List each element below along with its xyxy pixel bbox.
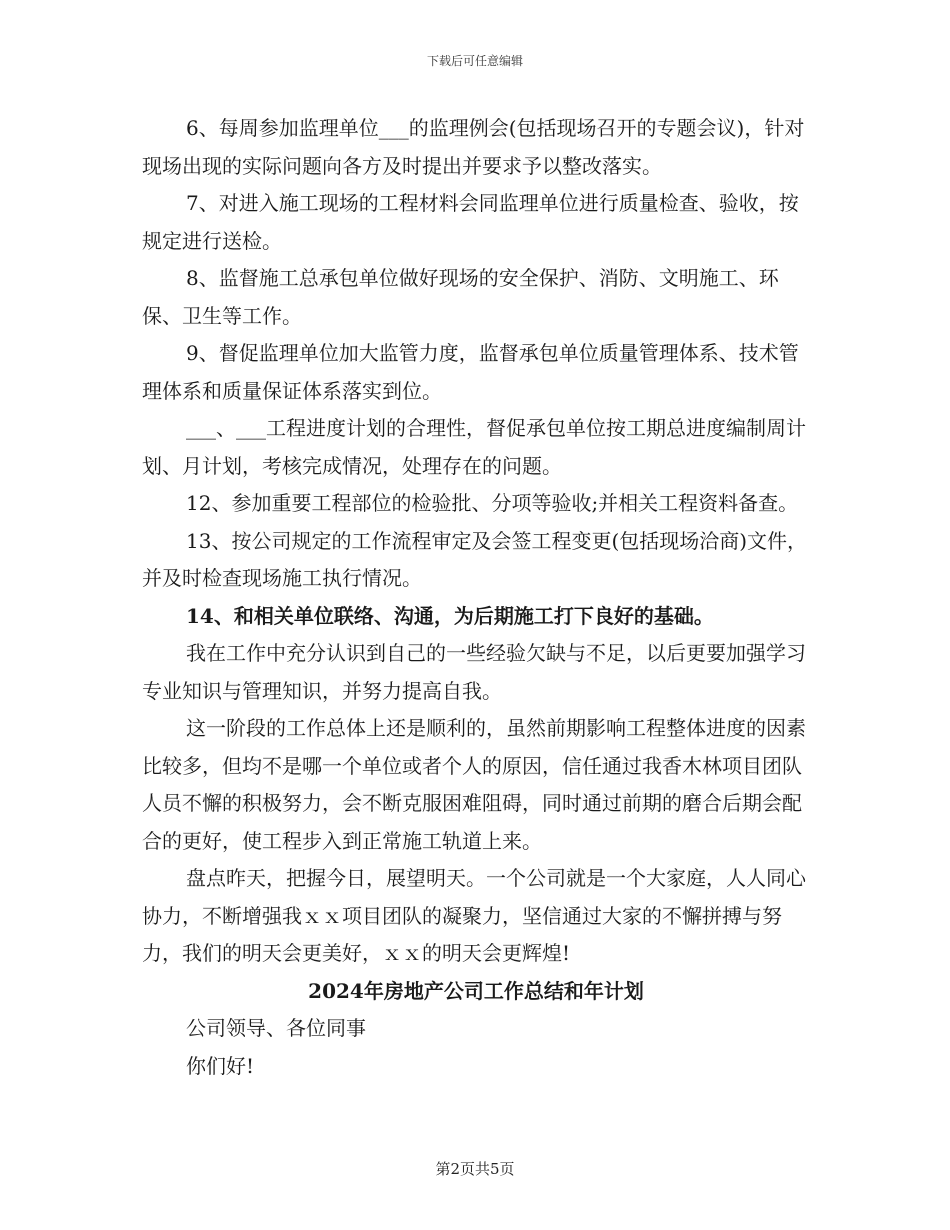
section-title: 2024年房地产公司工作总结和年计划 <box>308 978 644 1003</box>
paragraph-item-9: 9、督促监理单位加大监管力度，监督承包单位质量管理体系、技术管理体系和质量保证体系落实到位。 <box>142 341 799 403</box>
page-header: 下载后可任意编辑 <box>426 54 523 68</box>
greeting-line: 你们好! <box>186 1053 255 1078</box>
paragraph-summary: 这一阶段的工作总体上还是顺利的，虽然前期影响工程整体进度的因素比较多，但均不是哪一个单位或者个人的原因，信任通过我香木林项目团队人员不懈的积极努力，会不断克服困难阻碍，同时通过前期的磨合后期会配合的更好，使工程步入到正常施工轨道上来。 <box>142 716 806 853</box>
greeting-line: 公司领导、各位同事 <box>186 1016 366 1040</box>
document-body <box>142 110 810 1085</box>
paragraph-closing: 盘点昨天，把握今日，展望明天。一个公司就是一个大家庭，人人同心协力，不断增强我ｘｘ项目团队的凝聚力，坚信通过大家的不懈拼搏与努力，我们的明天会更美好，ｘｘ的明天会更辉煌! <box>142 866 806 965</box>
paragraph-reflection: 我在工作中充分认识到自己的一些经验欠缺与不足，以后更要加强学习专业知识与管理知识，并努力提高自我。 <box>142 641 806 703</box>
paragraph-item-blank: ___、___工程进度计划的合理性，督促承包单位按工期总进度编制周计划、月计划，考核完成情况，处理存在的问题。 <box>142 416 806 478</box>
paragraph-item-14: 14、和相关单位联络、沟通，为后期施工打下良好的基础。 <box>186 603 714 628</box>
paragraph-item-13: 13、按公司规定的工作流程审定及会签工程变更(包括现场洽商)文件，并及时检查现场施工执行情况。 <box>142 528 808 590</box>
paragraph-item-6: 6、每周参加监理单位___的监理例会(包括现场召开的专题会议)，针对现场出现的实际问题向各方及时提出并要求予以整改落实。 <box>142 116 805 178</box>
paragraph-item-12: 12、参加重要工程部位的检验批、分项等验收;并相关工程资料备查。 <box>186 491 799 515</box>
paragraph-item-7: 7、对进入施工现场的工程材料会同监理单位进行质量检查、验收，按规定进行送检。 <box>142 191 799 253</box>
paragraph-item-8: 8、监督施工总承包单位做好现场的安全保护、消防、文明施工、环保、卫生等工作。 <box>142 266 779 328</box>
page-number: 第2页共5页 <box>435 1160 515 1178</box>
